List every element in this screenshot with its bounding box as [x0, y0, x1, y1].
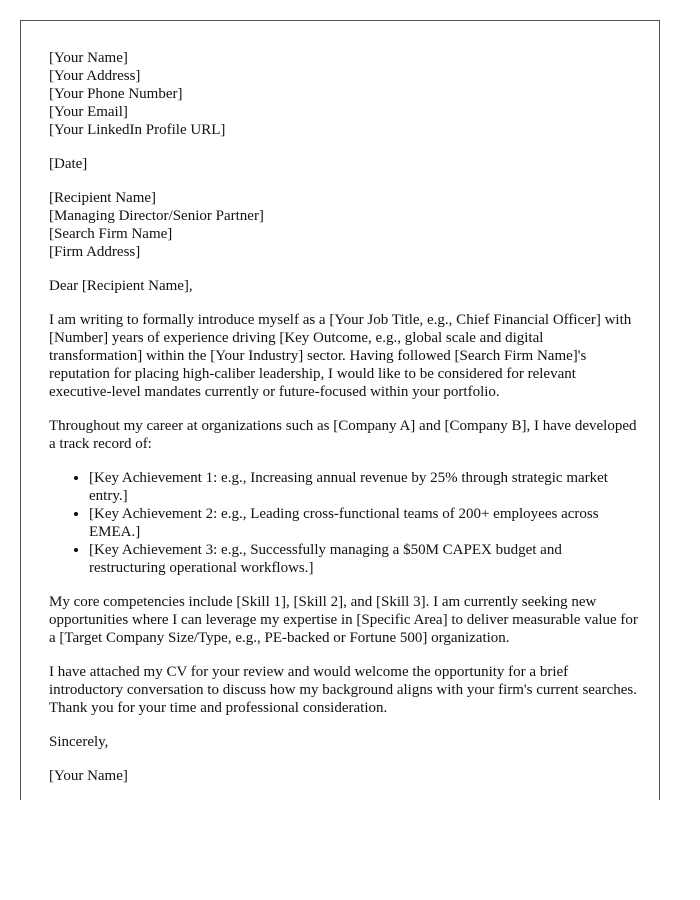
date-block — [49, 155, 639, 173]
sender-block — [49, 49, 639, 139]
sender-phone: [Your Phone Number] — [49, 86, 183, 102]
letter-page — [20, 20, 660, 800]
letter-date: [Date] — [49, 156, 88, 172]
achievement-item: • [Key Achievement 2: e.g., Leading cross-functional teams of 200+ employees across EMEA.] — [89, 505, 639, 541]
career-paragraph: Throughout my career at organizations such as [Company A] and [Company B], I have developed a track record of: — [49, 418, 637, 452]
recipient-address: [Firm Address] — [49, 244, 141, 260]
signature-name: [Your Name] — [49, 768, 128, 784]
signoff: Sincerely, — [49, 734, 109, 750]
sender-name: [Your Name] — [49, 50, 128, 66]
sender-address: [Your Address] — [49, 68, 141, 84]
achievement-item: • [Key Achievement 1: e.g., Increasing annual revenue by 25% through strategic market entry.] — [89, 469, 639, 505]
sender-linkedin: [Your LinkedIn Profile URL] — [49, 122, 226, 138]
salutation: Dear [Recipient Name], — [49, 278, 193, 294]
achievements-list — [49, 469, 639, 577]
recipient-firm: [Search Firm Name] — [49, 226, 173, 242]
achievement-item: • [Key Achievement 3: e.g., Successfully managing a $50M CAPEX budget and restructuring operational workflows.] — [89, 541, 639, 577]
cover-letter — [49, 49, 639, 801]
recipient-title: [Managing Director/Senior Partner] — [49, 208, 264, 224]
closing-paragraph: I have attached my CV for your review and would welcome the opportunity for a brief introductory conversation to discuss how my background aligns with your firm's current searches. Thank you for your time and professional consideration. — [49, 664, 637, 716]
recipient-block — [49, 189, 639, 261]
competencies-paragraph: My core competencies include [Skill 1], [Skill 2], and [Skill 3]. I am currently seeking new opportunities where I can leverage my expertise in [Specific Area] to deliver measurable value for a [Target Company Size/Type, e.g., PE-backed or Fortune 500] organization. — [49, 594, 638, 646]
intro-paragraph: I am writing to formally introduce myself as a [Your Job Title, e.g., Chief Financial Officer] with [Number] years of experience driving [Key Outcome, e.g., global scale and digital transformation] within the [Your Industry] sector. Having followed [Search Firm Name]'s reputation for placing high-caliber leadership, I would like to be considered for relevant executive-level mandates currently or future-focused within your portfolio. — [49, 312, 632, 400]
sender-email: [Your Email] — [49, 104, 128, 120]
recipient-name: [Recipient Name] — [49, 190, 157, 206]
